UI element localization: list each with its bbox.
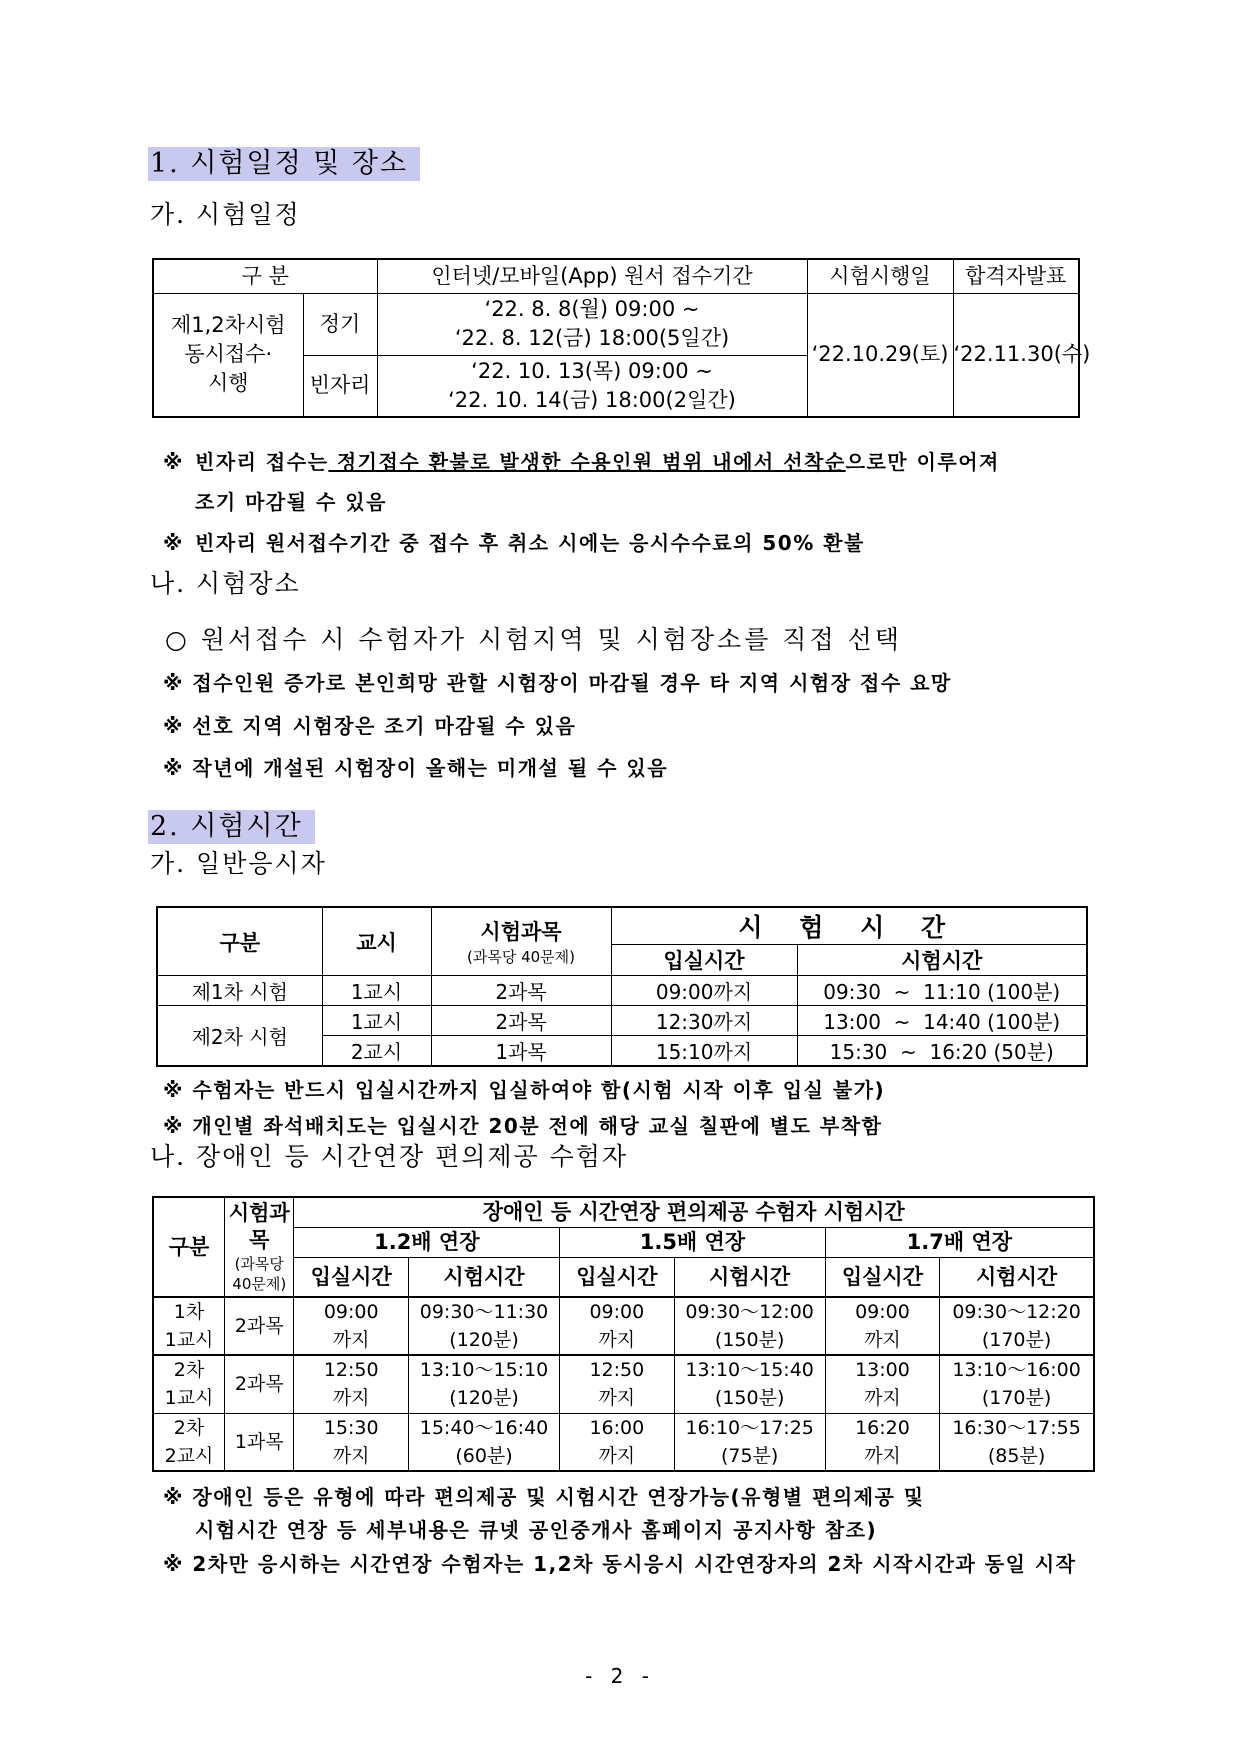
note-mark: ※	[163, 450, 184, 474]
cell-line: 까지	[332, 1387, 370, 1410]
cell-entry: 12:30까지	[611, 1006, 797, 1036]
cell-exam	[940, 1413, 1094, 1471]
period-line: ‘22. 8. 12(금) 18:00(5일간)	[454, 326, 730, 350]
extension-time-table	[152, 1196, 1095, 1472]
cell-line: 09:00	[855, 1301, 910, 1323]
th-group-12: 1.2배 연장	[294, 1227, 560, 1257]
note-text: 으로만 이루어져	[845, 450, 1000, 474]
note-2b-1: 시험시간 연장 등 세부내용은 큐넷 공인중개사 홈페이지 공지사항 참조)	[195, 1518, 878, 1542]
cell-exam	[940, 1355, 1094, 1413]
cell-line: 15:40～16:40	[419, 1416, 549, 1439]
cell-line: 12:50	[589, 1359, 645, 1382]
cell-exam	[674, 1413, 825, 1471]
note-text: 빈자리 원서접수기간 중 접수 후 취소 시에는 응시수수료의 50% 환불	[195, 531, 865, 555]
schedule-table	[152, 258, 1091, 418]
cell-entry: 15:10까지	[611, 1036, 797, 1067]
cell-line: 16:20	[855, 1416, 910, 1439]
cell-line: 2차	[173, 1359, 205, 1382]
cell-line: (170분)	[981, 1329, 1052, 1351]
cell-line: 2차	[173, 1416, 205, 1439]
cell-exam: 제2차 시험	[157, 1006, 322, 1067]
note-text: 빈자리 접수는	[195, 450, 329, 474]
note-underline: 정기접수 환불로 발생한 수용인원 범위 내에서 선착순	[328, 450, 846, 474]
th-period: 인터넷/모바일(App) 원서 접수기간	[377, 259, 807, 293]
th-subject	[431, 907, 611, 976]
cell-exam	[674, 1355, 825, 1413]
cell-line: 까지	[332, 1329, 370, 1351]
cell-line: 1차	[173, 1301, 205, 1323]
cell-entry	[294, 1413, 408, 1471]
th-entry: 입실시간	[560, 1257, 674, 1297]
cell-entry: 09:00까지	[611, 976, 797, 1006]
cell-line: 13:10～15:40	[685, 1359, 814, 1382]
period-line: ‘22. 10. 13(목) 09:00 ~	[471, 358, 713, 383]
th-exam: 시험시간	[674, 1257, 825, 1297]
cell-line: (150분)	[714, 1387, 785, 1410]
result-date: ‘22.11.30(수)	[953, 293, 1079, 417]
th-exam: 시험시간	[940, 1257, 1094, 1297]
cell-entry	[560, 1355, 674, 1413]
th-gubun: 구분	[157, 907, 322, 976]
cell-exam	[408, 1297, 559, 1355]
group-label-line: 동시접수·	[184, 342, 273, 367]
cell-line: 09:30～12:00	[685, 1301, 814, 1323]
cell-subject: 2과목	[431, 1006, 611, 1036]
cell-line: 까지	[864, 1444, 901, 1467]
period-line: ‘22. 8. 8(월) 09:00 ~	[484, 297, 700, 321]
cell-line: (120분)	[449, 1387, 519, 1410]
th-exam: 시험시간	[408, 1257, 559, 1297]
cell-line: (120분)	[449, 1329, 519, 1351]
cell-line: 1교시	[164, 1387, 214, 1410]
cell-line: 15:30	[323, 1416, 379, 1439]
section2-sub-b: 나. 장애인 등 시간연장 편의제공 수험자	[150, 1142, 629, 1171]
cell-entry	[825, 1413, 939, 1471]
cell-subject: 2과목	[225, 1297, 294, 1355]
note-b-1: ※ 선호 지역 시험장은 조기 마감될 수 있음	[163, 714, 577, 738]
group-label-line: 시행	[207, 371, 249, 396]
th-gyosi: 교시	[322, 907, 431, 976]
cell-time: 13:00 ~ 14:40 (100분)	[797, 1006, 1087, 1036]
cell-line: 까지	[864, 1329, 901, 1351]
exam-date: ‘22.10.29(토)	[807, 293, 953, 417]
cell-gubun	[153, 1413, 225, 1471]
th-exam-date: 시험시행일	[807, 259, 953, 293]
cell-line: 까지	[598, 1329, 636, 1351]
cell-line: (75분)	[720, 1444, 779, 1467]
cell-line: 13:00	[855, 1359, 910, 1382]
th-group-15: 1.5배 연장	[560, 1227, 826, 1257]
cell-line: (85분)	[987, 1444, 1046, 1467]
th-entry: 입실시간	[294, 1257, 408, 1297]
cell-subject: 1과목	[431, 1036, 611, 1067]
th-result-date: 합격자발표	[953, 259, 1079, 293]
th-subject	[225, 1197, 294, 1297]
group-label-line: 제1,2차시험	[170, 313, 286, 338]
note-2a-0: ※ 수험자는 반드시 입실시간까지 입실하여야 함(시험 시작 이후 입실 불가)	[163, 1078, 886, 1102]
th-entry: 입실시간	[825, 1257, 939, 1297]
note-vacancy	[163, 447, 1103, 477]
row-type: 정기	[303, 293, 377, 355]
th-gubun: 구분	[153, 1197, 225, 1297]
cell-line: (150분)	[714, 1329, 785, 1351]
circle-item: ○ 원서접수 시 수험자가 시험지역 및 시험장소를 직접 선택	[165, 625, 902, 654]
cell-line: 16:10～17:25	[685, 1416, 814, 1439]
cell-entry	[294, 1297, 408, 1355]
th-time: 시 험 시 간	[611, 907, 1087, 945]
cell-subject: 2과목	[431, 976, 611, 1006]
note-b-0: ※ 접수인원 증가로 본인희망 관할 시험장이 마감될 경우 타 지역 시험장 접수 요망	[163, 671, 952, 695]
th-gubun: 구 분	[153, 259, 377, 293]
cell-line: 까지	[598, 1387, 636, 1410]
note-mark: ※	[163, 531, 184, 555]
cell-line: 12:50	[323, 1359, 379, 1382]
cell-line: 16:00	[589, 1416, 645, 1439]
cell-period: 1교시	[322, 976, 431, 1006]
cell-line: (60분)	[455, 1444, 513, 1467]
cell-gubun	[153, 1297, 225, 1355]
th-subject-label: 시험과목	[480, 920, 562, 944]
note-refund	[163, 528, 865, 558]
cell-exam	[408, 1413, 559, 1471]
cell-period: 1교시	[322, 1006, 431, 1036]
row-type: 빈자리	[303, 355, 377, 417]
cell-exam: 제1차 시험	[157, 976, 322, 1006]
cell-line: 13:10～16:00	[952, 1359, 1081, 1382]
cell-line: 09:00	[589, 1301, 645, 1323]
general-time-table	[156, 906, 1088, 1067]
cell-time: 15:30 ~ 16:20 (50분)	[797, 1036, 1087, 1067]
th-group-17: 1.7배 연장	[825, 1227, 1094, 1257]
row-period	[377, 355, 807, 417]
cell-line: 1교시	[164, 1329, 214, 1351]
note-2b-0: ※ 장애인 등은 유형에 따라 편의제공 및 시험시간 연장가능(유형별 편의제공 및	[163, 1485, 925, 1509]
th-main: 장애인 등 시간연장 편의제공 수험자 시험시간	[294, 1197, 1094, 1227]
cell-line: (170분)	[981, 1387, 1052, 1410]
cell-line: 16:30～17:55	[952, 1416, 1081, 1439]
row-period	[377, 293, 807, 355]
section2-title: 2. 시험시간	[148, 810, 315, 844]
note-2b-2: ※ 2차만 응시하는 시간연장 수험자는 1,2차 동시응시 시간연장자의 2차 시작시간과 동일 시작	[163, 1552, 1077, 1576]
section1-sub-b: 나. 시험장소	[150, 569, 301, 598]
cell-line: 까지	[864, 1387, 901, 1410]
cell-period: 2교시	[322, 1036, 431, 1067]
cell-line: 13:10～15:10	[419, 1359, 549, 1382]
cell-entry	[294, 1355, 408, 1413]
cell-entry	[560, 1297, 674, 1355]
cell-line: 09:30～12:20	[952, 1301, 1081, 1323]
cell-entry	[560, 1413, 674, 1471]
cell-exam	[674, 1297, 825, 1355]
th-subject-note: (과목당 40문제)	[232, 1255, 287, 1293]
cell-line: 09:30～11:30	[419, 1301, 549, 1323]
cell-entry	[825, 1297, 939, 1355]
cell-exam	[940, 1297, 1094, 1355]
section1-title: 1. 시험일정 및 장소	[148, 147, 420, 181]
cell-line: 2교시	[164, 1444, 214, 1467]
th-exam: 시험시간	[797, 945, 1087, 976]
th-subject-note: (과목당 40문제)	[466, 948, 575, 966]
group-label	[153, 293, 303, 417]
note-b-2: ※ 작년에 개설된 시험장이 올해는 미개설 될 수 있음	[163, 756, 669, 780]
note-2a-1: ※ 개인별 좌석배치도는 입실시간 20분 전에 해당 교실 칠판에 별도 부착함	[163, 1114, 883, 1138]
cell-time: 09:30 ~ 11:10 (100분)	[797, 976, 1087, 1006]
cell-gubun	[153, 1355, 225, 1413]
cell-line: 까지	[598, 1444, 636, 1467]
th-subject-label: 시험과목	[228, 1201, 290, 1252]
cell-entry	[825, 1355, 939, 1413]
note-vacancy-line2: 조기 마감될 수 있음	[195, 490, 387, 514]
section1-sub-a: 가. 시험일정	[150, 200, 301, 229]
page-number: - 2 -	[585, 1664, 655, 1688]
cell-subject: 2과목	[225, 1355, 294, 1413]
th-entry: 입실시간	[611, 945, 797, 976]
section2-sub-a: 가. 일반응시자	[150, 849, 327, 878]
cell-line: 까지	[332, 1444, 370, 1467]
period-line: ‘22. 10. 14(금) 18:00(2일간)	[448, 387, 736, 412]
cell-exam	[408, 1355, 559, 1413]
cell-line: 09:00	[323, 1301, 379, 1323]
cell-subject: 1과목	[225, 1413, 294, 1471]
